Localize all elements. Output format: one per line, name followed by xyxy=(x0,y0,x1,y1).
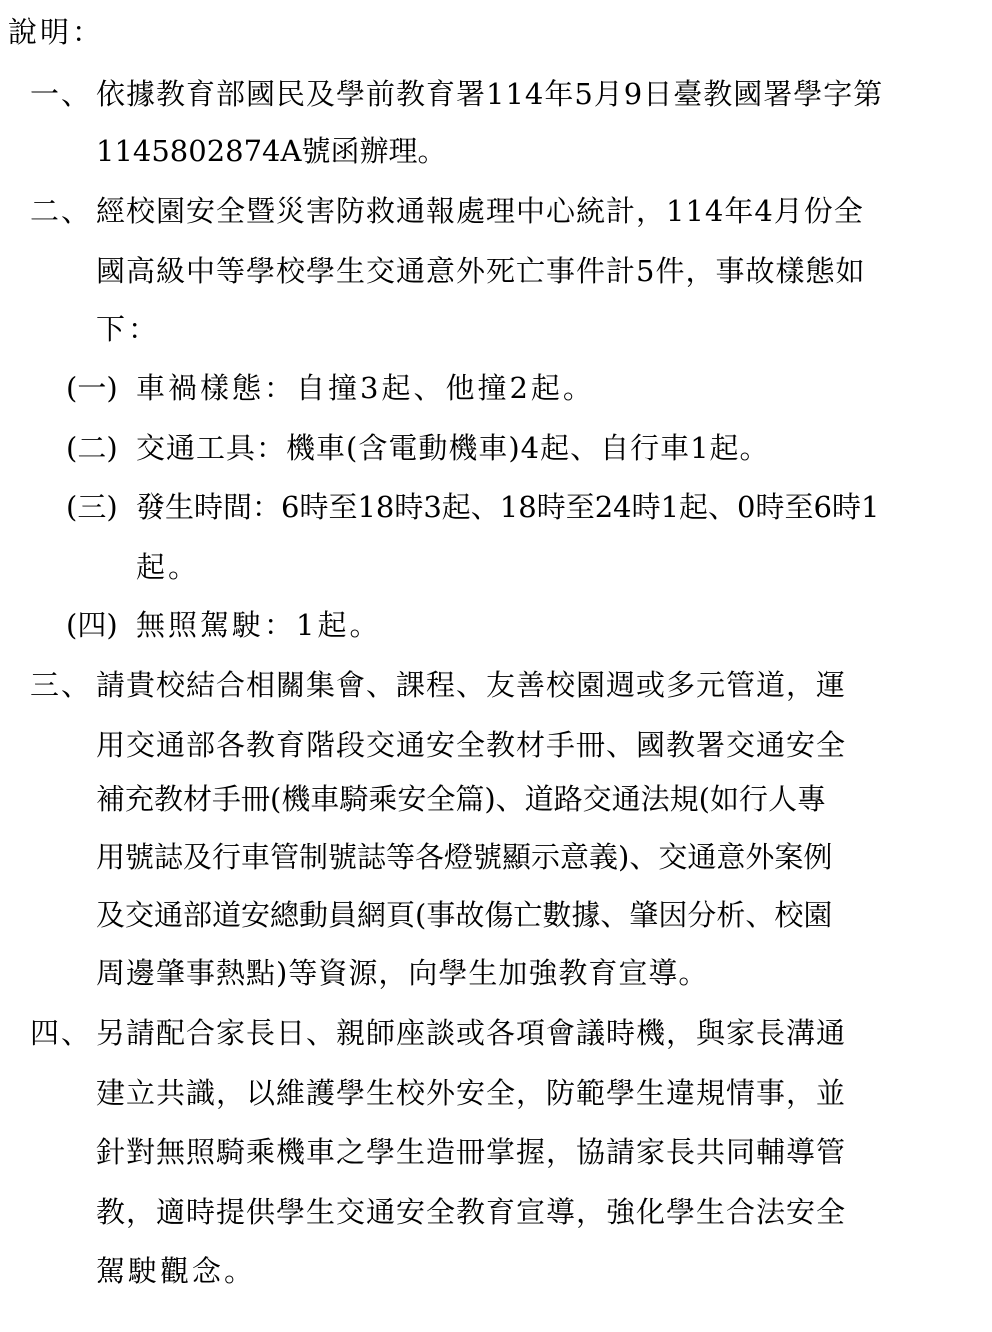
section-1-line-2: 1145802874A號函辦理。 xyxy=(96,134,447,168)
subitem-2-line: 交通工具：機車(含電動機車)4起、自行車1起。 xyxy=(136,431,770,465)
section-3-line-6: 周邊肇事熱點)等資源，向學生加強教育宣導。 xyxy=(96,956,709,990)
section-3-line-1: 請貴校結合相關集會、課程、友善校園週或多元管道，運 xyxy=(96,668,847,702)
subitem-3-line-2: 起。 xyxy=(136,550,201,584)
section-4-line-5: 駕駛觀念。 xyxy=(96,1254,257,1288)
subitem-3-marker: (三) xyxy=(66,490,118,524)
section-3-line-3: 補充教材手冊(機車騎乘安全篇)、道路交通法規(如行人專 xyxy=(96,782,826,816)
section-2-marker: 二、 xyxy=(30,194,93,228)
section-2-line-1: 經校園安全暨災害防救通報處理中心統計，114年4月份全 xyxy=(96,194,864,228)
section-4-line-4: 教，適時提供學生交通安全教育宣導，強化學生合法安全 xyxy=(96,1195,847,1229)
explanation-heading: 說明： xyxy=(8,15,105,49)
section-3-line-4: 用號誌及行車管制號誌等各燈號顯示意義)、交通意外案例 xyxy=(96,840,833,874)
subitem-4-line: 無照駕駛：1起。 xyxy=(136,608,382,642)
subitem-2-marker: (二) xyxy=(66,431,118,465)
section-4-line-2: 建立共識，以維護學生校外安全，防範學生違規情事，並 xyxy=(96,1076,847,1110)
section-3-marker: 三、 xyxy=(30,668,93,702)
subitem-4-marker: (四) xyxy=(66,608,118,642)
section-4-marker: 四、 xyxy=(30,1016,93,1050)
subitem-1-line: 車禍樣態：自撞3起、他撞2起。 xyxy=(136,371,595,405)
section-2-line-3: 下： xyxy=(96,312,161,346)
subitem-3-line-1: 發生時間：6時至18時3起、18時至24時1起、0時至6時1 xyxy=(136,490,880,524)
section-1-marker: 一、 xyxy=(30,77,93,111)
section-4-line-1: 另請配合家長日、親師座談或各項會議時機，與家長溝通 xyxy=(96,1016,847,1050)
section-3-line-2: 用交通部各教育階段交通安全教材手冊、國教署交通安全 xyxy=(96,728,847,762)
section-3-line-5: 及交通部道安總動員網頁(事故傷亡數據、肇因分析、校園 xyxy=(96,898,833,932)
section-1-line-1: 依據教育部國民及學前教育署114年5月9日臺教國署學字第 xyxy=(96,77,884,111)
subitem-1-marker: (一) xyxy=(66,371,118,405)
section-4-line-3: 針對無照騎乘機車之學生造冊掌握，協請家長共同輔導管 xyxy=(96,1135,847,1169)
section-2-line-2: 國高級中等學校學生交通意外死亡事件計5件，事故樣態如 xyxy=(96,254,866,288)
